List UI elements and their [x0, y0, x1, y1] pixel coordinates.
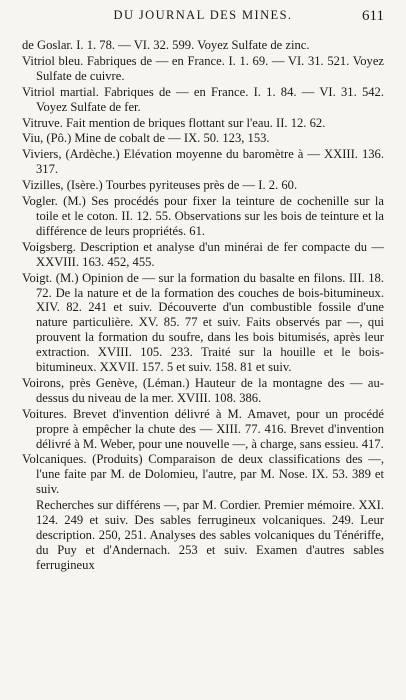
index-entry: Vogler. (M.) Ses procédés pour fixer la teinture de cochenille sur la toile et le coton. II. 12. 55. Observations sur les bois de teinture et la différence de leurs propriétés. 61.	[22, 194, 384, 238]
index-entry: Viviers, (Ardèche.) Elévation moyenne du baromètre à — XXIII. 136. 317.	[22, 147, 384, 177]
page-number: 611	[362, 8, 384, 24]
index-entry: Volcaniques. (Produits) Comparaison de deux classifications des —, l'une faite par M. de Dolomieu, l'autre, par M. Nose. IX. 53. 389 et suiv.	[22, 452, 384, 497]
index-entry: Voigsberg. Description et analyse d'un minérai de fer compacte du — XXVIII. 163. 452, 455.	[22, 239, 384, 269]
index-entries	[22, 38, 384, 573]
index-entry: Recherches sur différens —, par M. Cordier. Premier mémoire. XXI. 124. 249 et suiv. Des sables ferrugineux volcaniques. 249. Leur description. 250, 251. Analyses des sables volcaniques du Ténériffe, du Puy et d'Andernach. 253 et suiv. Examen d'autres sables ferrugineux	[36, 498, 384, 572]
index-entry: Vitruve. Fait mention de briques flottant sur l'eau. II. 12. 62.	[22, 115, 326, 130]
running-head: DU JOURNAL DES MINES.	[113, 8, 293, 22]
index-entry: Voigt. (M.) Opinion de — sur la formation du basalte en filons. III. 18. 72. De la nature et de la formation des couches de bois-bitumineux. XIV. 82. 241 et suiv. Découverte d'un combustible fossile d'une nature particulière. XV. 85. 77 et suiv. Faits observés par —, qui prouvent la formation du soufre, dans les bois bitumisés, après leur extraction. XVIII. 105. 233. Traité sur la houille et le bois-bitumineux. XXVII. 157. 5 et suiv. 158. 81 et suiv.	[22, 270, 384, 375]
index-entry: Voitures. Brevet d'invention délivré à M. Amavet, pour un procédé propre à empêcher la chute des — XIII. 77. 416. Brevet d'invention délivré à M. Weber, pour une nouvelle —, à charge, sans essieu. 417.	[22, 406, 384, 451]
index-entry: Vitriol martial. Fabriques de — en France. I. 1. 84. — VI. 31. 542. Voyez Sulfate de fer.	[22, 84, 384, 114]
index-entry: Vitriol bleu. Fabriques de — en France. I. 1. 69. — VI. 31. 521. Voyez Sulfate de cuivre.	[22, 53, 384, 83]
page-header	[22, 8, 384, 36]
index-entry: Vizilles, (Isère.) Tourbes pyriteuses près de — I. 2. 60.	[22, 178, 298, 193]
index-entry: de Goslar. I. 1. 78. — VI. 32. 599. Voyez Sulfate de zinc.	[22, 38, 310, 52]
index-entry: Voirons, près Genève, (Léman.) Hauteur de la montagne des — au-dessus du niveau de la mer. XVIII. 108. 386.	[22, 375, 384, 405]
index-entry: Viu, (Pô.) Mine de cobalt de — IX. 50. 123, 153.	[22, 131, 270, 146]
